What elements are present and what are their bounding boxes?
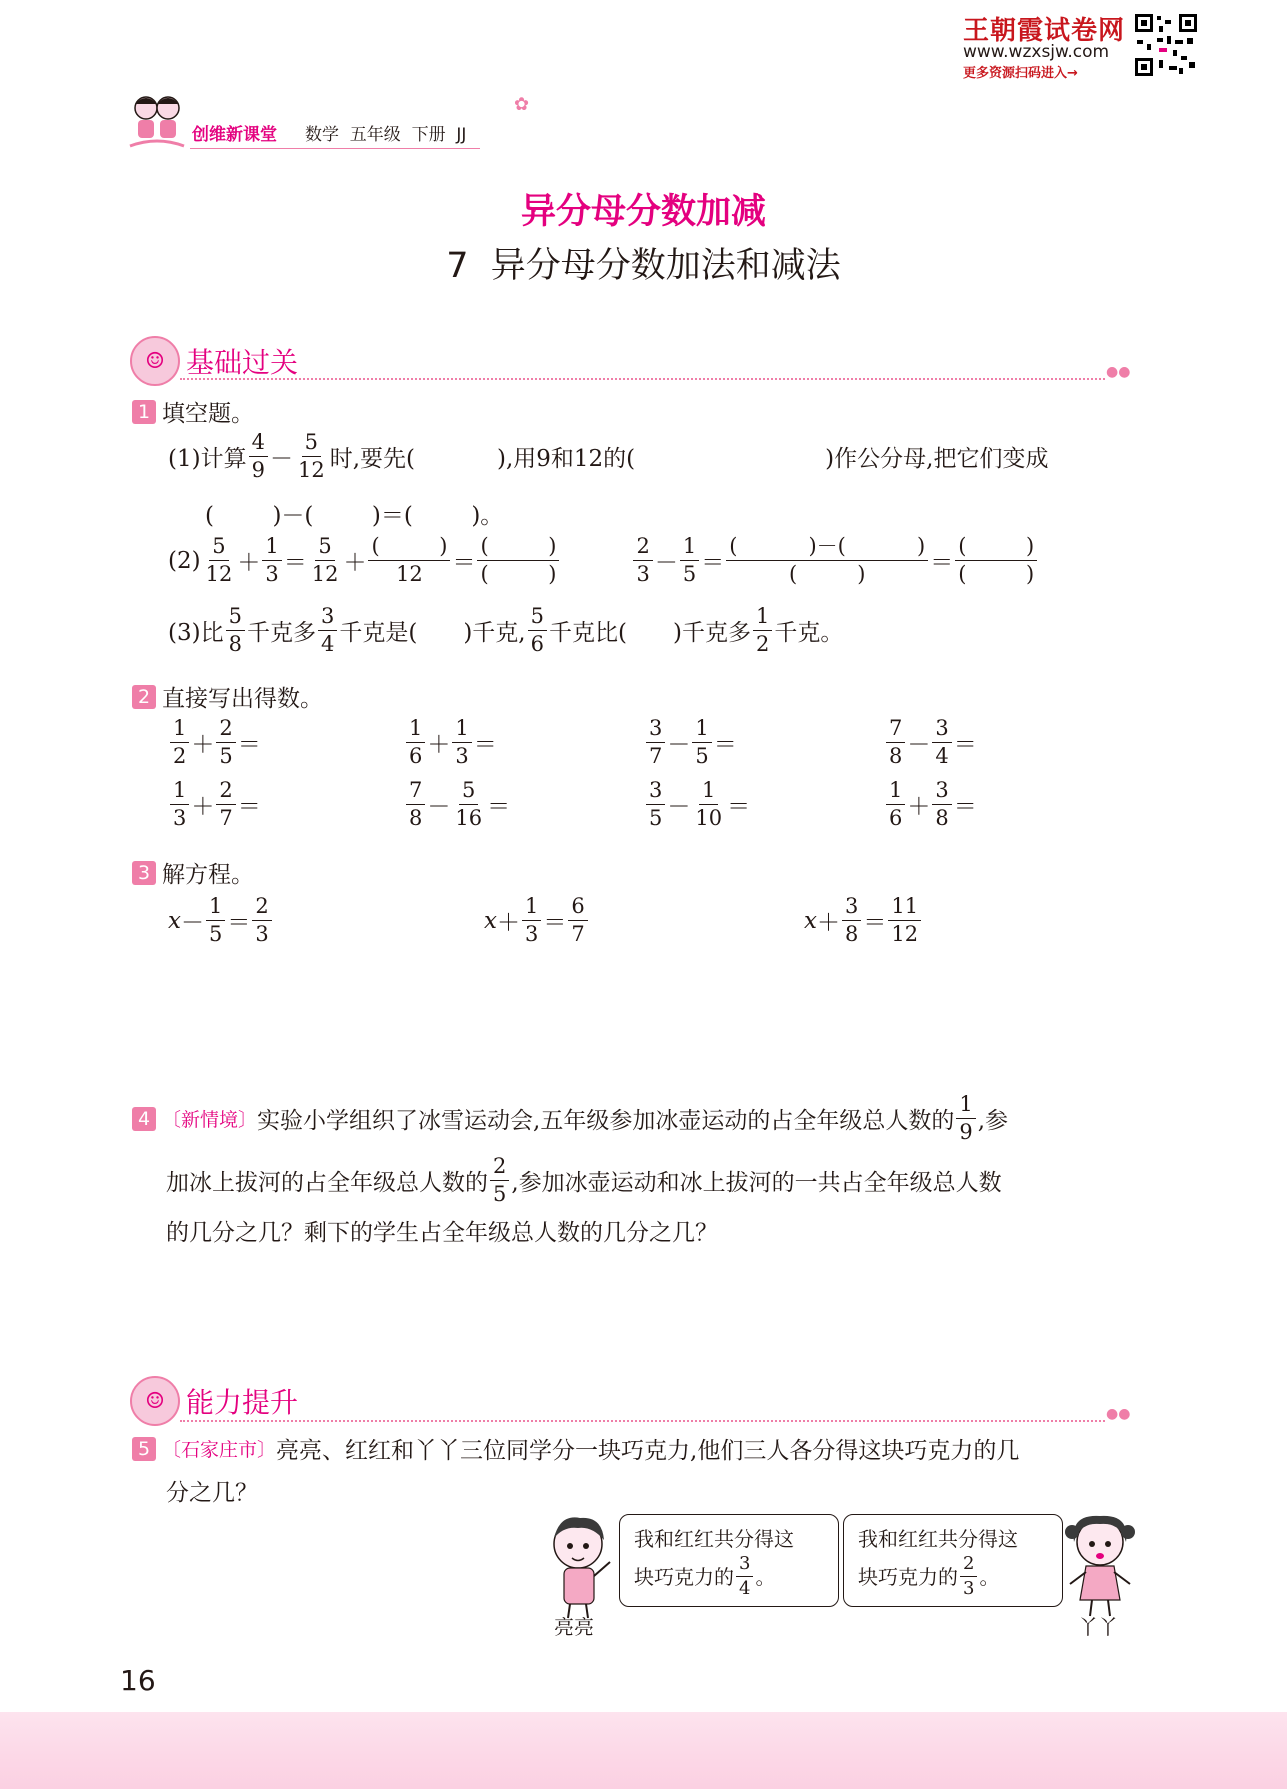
- dots-icon: ●●: [1106, 1406, 1131, 1422]
- fraction: $\frac{1}{5}$: [692, 718, 711, 767]
- header-kids-logo-icon: [126, 90, 188, 152]
- q1-p1-text-c: ),用9和12的(: [497, 446, 636, 472]
- operator: －: [667, 794, 691, 820]
- q1-part2: [168, 536, 1039, 585]
- fraction: $\frac{6}{7}$: [568, 896, 587, 945]
- section-basic-divider: [180, 378, 1105, 380]
- q5-line2: 分之几？: [166, 1480, 258, 1506]
- operator: ＋: [427, 732, 451, 758]
- equals-sign: ＝: [863, 910, 887, 936]
- bubble1-line2: 块巧克力的 $\frac{3}{4}$ 。: [634, 1553, 776, 1599]
- q3-equation[interactable]: [168, 896, 274, 945]
- fraction: $\frac{1}{9}$: [956, 1094, 975, 1143]
- equals-sign: ＝: [713, 732, 737, 758]
- fraction: $\frac{3}{4}$: [932, 718, 951, 767]
- q2-number: 2: [132, 685, 156, 709]
- fraction: $\frac{7}{8}$: [886, 718, 905, 767]
- fraction: $\frac{5}{6}$: [528, 606, 547, 655]
- equals-sign: ＝: [543, 910, 567, 936]
- q4-text-3: 加冰上拔河的占全年级总人数的: [166, 1170, 488, 1196]
- equals-sign: ＝: [953, 732, 977, 758]
- q1-p3-text-e: 千克比(: [549, 620, 627, 646]
- fraction: $\frac{1}{6}$: [886, 780, 905, 829]
- fraction: $\frac{5}{12}$: [205, 534, 233, 586]
- operator: ＋: [816, 910, 840, 936]
- footer-band: [0, 1712, 1287, 1789]
- header-series: 创维新课堂: [192, 125, 277, 145]
- q1-p1-text-b: 时,要先(: [329, 446, 415, 472]
- boy-liangliang-icon: [540, 1510, 620, 1620]
- fraction: $\frac{1}{2}$: [753, 606, 772, 655]
- fraction: $\frac{3}{4}$: [318, 606, 337, 655]
- operator: ＋: [191, 732, 215, 758]
- q1-p2-label: (2): [168, 547, 201, 574]
- q1-p1-text-d: )作公分母,把它们变成: [825, 446, 1049, 472]
- q3-label: 解方程。: [162, 862, 254, 888]
- q4-line1: [132, 1094, 1008, 1143]
- q3-equation[interactable]: [804, 896, 923, 945]
- fraction: $\frac{3}{4}$: [736, 1555, 753, 1598]
- fraction: $\frac{2}{3}$: [960, 1555, 977, 1598]
- kid1-name: 亮亮: [554, 1615, 594, 1639]
- section-advanced-title: 能力提升: [186, 1386, 299, 1419]
- section-advanced-divider: [180, 1420, 1105, 1422]
- page-number: 16: [120, 1664, 156, 1697]
- plus-sign: ＋: [343, 550, 367, 576]
- fraction: $\frac{3}{7}$: [646, 718, 665, 767]
- bubble2-line1: 我和红红共分得这: [858, 1527, 1018, 1551]
- fraction: $\frac{2}{7}$: [216, 780, 235, 829]
- equals-sign: ＝: [283, 550, 307, 576]
- fraction: $\frac{5}{8}$: [226, 606, 245, 655]
- q1-p3-text-f: )千克多: [672, 620, 751, 646]
- qr-code-icon[interactable]: [1133, 12, 1199, 78]
- girl-yaya-icon: [1060, 1508, 1140, 1618]
- bubble2-line2: 块巧克力的 $\frac{2}{3}$ 。: [858, 1553, 1000, 1599]
- operator: ＋: [907, 794, 931, 820]
- operator: －: [907, 732, 931, 758]
- brand-scan-hint: 更多资源扫码进入→: [963, 66, 1078, 81]
- q4-line2: [166, 1156, 1002, 1205]
- q4-number: 4: [132, 1107, 156, 1131]
- smiley-boy-icon: ☺: [130, 1376, 180, 1426]
- fraction: $\frac{1}{3}$: [522, 896, 541, 945]
- minus-sign: －: [654, 550, 678, 576]
- lesson-title: 7 异分母分数加法和减法: [446, 246, 841, 286]
- variable-x: x: [804, 907, 817, 934]
- fraction: $\frac{1}{3}$: [170, 780, 189, 829]
- q4-text-2: ,参: [977, 1108, 1009, 1134]
- operator: ＋: [496, 910, 520, 936]
- q2-item[interactable]: [644, 718, 737, 767]
- unit-title: 异分母分数加减: [520, 192, 766, 232]
- speech-bubble-liangliang: [619, 1514, 839, 1607]
- fraction: $\frac{1}{3}$: [452, 718, 471, 767]
- fraction: $\frac{4}{9}$: [249, 432, 268, 481]
- q2-item[interactable]: [168, 718, 261, 767]
- q4-text-1: 实验小学组织了冰雪运动会,五年级参加冰壶运动的占全年级总人数的: [257, 1108, 955, 1134]
- equals-sign: ＝: [701, 550, 725, 576]
- operator: －: [667, 732, 691, 758]
- smiley-girl-icon: ☺: [130, 336, 180, 386]
- section-basic-title: 基础过关: [186, 346, 299, 379]
- q3-equation[interactable]: [484, 896, 590, 945]
- q1-p3-text-a: (3)比: [168, 620, 224, 646]
- q2-item[interactable]: [644, 780, 750, 829]
- equals-sign: ＝: [930, 550, 954, 576]
- fraction-blank[interactable]: ( ) ( ): [477, 536, 559, 585]
- q4-tag: 〔新情境〕: [162, 1109, 258, 1131]
- fraction: $\frac{2}{5}$: [216, 718, 235, 767]
- q1-p3-text-d: )千克,: [463, 620, 526, 646]
- q3-number: 3: [132, 861, 156, 885]
- fraction: $\frac{5}{12}$: [311, 534, 339, 586]
- q2-item[interactable]: [404, 780, 510, 829]
- q1-number: 1: [132, 400, 156, 424]
- fraction: $\frac{1}{10}$: [695, 778, 723, 830]
- plus-sign: ＋: [237, 550, 261, 576]
- fraction: $\frac{3}{8}$: [932, 780, 951, 829]
- fraction: $\frac{1}{3}$: [262, 536, 281, 585]
- equals-sign: ＝: [953, 794, 977, 820]
- q1-heading: [132, 395, 254, 428]
- fraction: $\frac{2}{3}$: [633, 536, 652, 585]
- variable-x: x: [484, 907, 497, 934]
- bubble1-line1: 我和红红共分得这: [634, 1527, 794, 1551]
- fraction: $\frac{11}{12}$: [888, 896, 921, 945]
- q1-p3-text-b: 千克多: [246, 620, 316, 646]
- fraction: $\frac{1}{2}$: [170, 718, 189, 767]
- q2-item[interactable]: [884, 780, 977, 829]
- equals-sign: ＝: [237, 732, 261, 758]
- q2-item[interactable]: [884, 718, 977, 767]
- fraction: $\frac{1}{5}$: [206, 896, 225, 945]
- fraction: $\frac{2}{3}$: [252, 896, 271, 945]
- kid2-name: 丫丫: [1078, 1615, 1118, 1639]
- speech-bubble-yaya: [843, 1514, 1063, 1607]
- operator: －: [180, 910, 204, 936]
- fraction: $\frac{3}{5}$: [646, 780, 665, 829]
- q2-label: 直接写出得数。: [162, 686, 323, 712]
- q2-item[interactable]: [168, 780, 261, 829]
- q1-part1-line2[interactable]: ( )－( )＝( )。: [205, 503, 504, 529]
- q1-p1-text-a: (1)计算: [168, 446, 247, 472]
- equals-sign: ＝: [237, 794, 261, 820]
- q5-text-1: 亮亮、红红和丫丫三位同学分一块巧克力,他们三人各分得这块巧克力的几: [276, 1438, 1020, 1464]
- q1-label: 填空题。: [162, 401, 254, 427]
- equals-sign: ＝: [452, 550, 476, 576]
- fraction: $\frac{2}{5}$: [490, 1156, 509, 1205]
- operator: ＋: [191, 794, 215, 820]
- header-underline: [190, 148, 480, 149]
- equals-sign: ＝: [727, 794, 751, 820]
- q1-p3-text-g: 千克。: [774, 620, 844, 646]
- brand-url[interactable]: www.wzxsjw.com: [963, 42, 1110, 62]
- q2-item[interactable]: [404, 718, 497, 767]
- fraction-blank[interactable]: ( )－( ) ( ): [726, 536, 928, 585]
- flower-icon: ✿: [514, 94, 530, 115]
- q2-heading: [132, 680, 323, 713]
- fraction: $\frac{1}{5}$: [680, 536, 699, 585]
- equals-sign: ＝: [473, 732, 497, 758]
- dots-icon: ●●: [1106, 364, 1131, 380]
- q1-p3-text-c: 千克是(: [339, 620, 418, 646]
- header-meta: 数学 五年级 下册 JJ: [305, 125, 467, 145]
- variable-x: x: [168, 907, 181, 934]
- q5-line1: [132, 1432, 1019, 1465]
- q1-part1-line1: [168, 432, 1048, 481]
- q1-part3: [168, 606, 843, 655]
- section-advanced-header: [130, 1376, 298, 1426]
- q4-text-4: ,参加冰壶运动和冰上拔河的一共占全年级总人数: [511, 1170, 1002, 1196]
- q5-tag: 〔石家庄市〕: [162, 1439, 277, 1461]
- brand-name: 王朝霞试卷网: [963, 16, 1126, 46]
- minus-sign: －: [269, 446, 293, 472]
- fraction-blank[interactable]: ( ) ( ): [955, 536, 1037, 585]
- q5-number: 5: [132, 1437, 156, 1461]
- fraction: $\frac{5}{16}$: [455, 778, 483, 830]
- equals-sign: ＝: [227, 910, 251, 936]
- fraction: $\frac{5}{12}$: [297, 430, 325, 482]
- q3-heading: [132, 856, 254, 889]
- fraction: $\frac{1}{6}$: [406, 718, 425, 767]
- fraction: $\frac{7}{8}$: [406, 780, 425, 829]
- fraction-blank[interactable]: ( ) 12: [368, 536, 450, 585]
- operator: －: [427, 794, 451, 820]
- q4-line3: 的几分之几？剩下的学生占全年级总人数的几分之几？: [166, 1220, 718, 1246]
- fraction: $\frac{3}{8}$: [842, 896, 861, 945]
- equals-sign: ＝: [487, 794, 511, 820]
